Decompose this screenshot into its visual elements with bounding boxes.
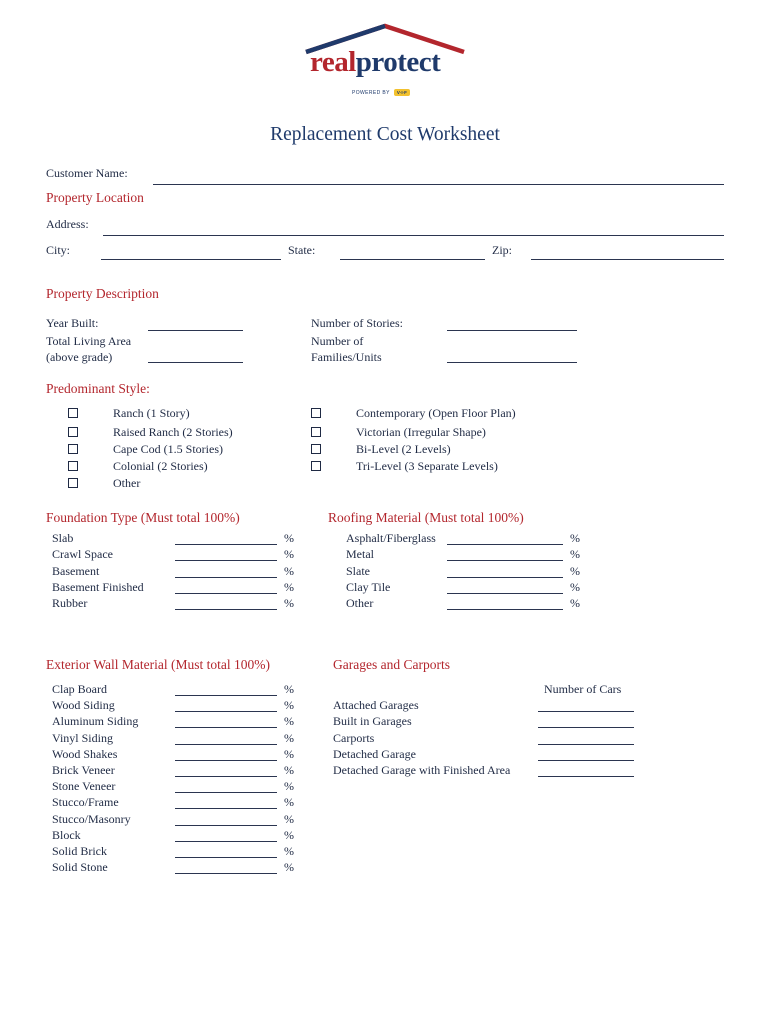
- garage-item-field[interactable]: [538, 727, 634, 728]
- roofing-item-label: Asphalt/Fiberglass: [346, 531, 436, 545]
- exterior-wall-item-label: Vinyl Siding: [52, 730, 113, 745]
- foundation-item-field[interactable]: [175, 544, 277, 545]
- property-location-heading: Property Location: [46, 190, 144, 205]
- state-field[interactable]: [340, 259, 485, 260]
- garage-item-label: Detached Garage: [333, 746, 416, 761]
- logo: [300, 22, 470, 96]
- style-checkbox-ranch[interactable]: [68, 408, 78, 418]
- exterior-wall-item-label: Block: [52, 827, 81, 842]
- families-label-line1: Number of: [311, 334, 364, 348]
- garage-item-label: Detached Garage with Finished Area: [333, 763, 511, 778]
- zip-field[interactable]: [531, 259, 724, 260]
- style-checkbox-other[interactable]: [68, 478, 78, 488]
- exterior-wall-item-label: Wood Shakes: [52, 746, 118, 761]
- exterior-wall-item-field[interactable]: [175, 808, 277, 809]
- exterior-wall-item-field[interactable]: [175, 744, 277, 745]
- logo-text-protect: protect: [355, 46, 441, 78]
- city-field[interactable]: [101, 259, 281, 260]
- exterior-wall-item-field[interactable]: [175, 711, 277, 712]
- exterior-wall-item-field[interactable]: [175, 873, 277, 874]
- garage-item-label: Attached Garages: [333, 698, 419, 712]
- stories-label: Number of Stories:: [311, 316, 403, 330]
- percent-sign: %: [284, 698, 294, 713]
- exterior-wall-item-label: Wood Siding: [52, 698, 115, 713]
- exterior-wall-item-label: Solid Stone: [52, 860, 108, 875]
- percent-sign: %: [284, 579, 294, 594]
- exterior-wall-item-label: Stucco/Masonry: [52, 811, 131, 826]
- style-option-label: Raised Ranch (2 Stories): [113, 425, 233, 439]
- foundation-item-label: Crawl Space: [52, 547, 113, 562]
- percent-sign: %: [570, 547, 580, 562]
- foundation-heading: Foundation Type (Must total 100%): [46, 510, 240, 525]
- percent-sign: %: [284, 779, 294, 794]
- percent-sign: %: [284, 531, 294, 545]
- foundation-item-label: Rubber: [52, 596, 88, 611]
- exterior-wall-item-field[interactable]: [175, 825, 277, 826]
- foundation-item-field[interactable]: [175, 577, 277, 578]
- property-description-heading: Property Description: [46, 286, 159, 301]
- style-option-label: Other: [113, 476, 141, 490]
- exterior-wall-item-field[interactable]: [175, 792, 277, 793]
- roofing-item-label: Other: [346, 596, 374, 611]
- percent-sign: %: [570, 579, 580, 594]
- exterior-wall-heading: Exterior Wall Material (Must total 100%): [46, 657, 270, 672]
- address-field[interactable]: [103, 235, 724, 236]
- percent-sign: %: [284, 563, 294, 578]
- powered-by-badge: V·I·F: [394, 89, 410, 96]
- customer-name-label: Customer Name:: [46, 166, 128, 180]
- zip-label: Zip:: [492, 243, 512, 257]
- predominant-style-heading: Predominant Style:: [46, 381, 150, 396]
- exterior-wall-item-field[interactable]: [175, 760, 277, 761]
- percent-sign: %: [284, 730, 294, 745]
- percent-sign: %: [570, 531, 580, 545]
- style-option-label: Tri-Level (3 Separate Levels): [356, 459, 498, 473]
- exterior-wall-item-label: Solid Brick: [52, 844, 108, 858]
- stories-field[interactable]: [447, 330, 577, 331]
- foundation-item-label: Basement: [52, 563, 100, 578]
- percent-sign: %: [284, 795, 294, 810]
- exterior-wall-item-field[interactable]: [175, 727, 277, 728]
- style-option-label: Cape Cod (1.5 Stories): [113, 442, 223, 456]
- exterior-wall-item-field[interactable]: [175, 841, 277, 842]
- living-area-field[interactable]: [148, 362, 243, 363]
- roofing-heading: Roofing Material (Must total 100%): [328, 510, 524, 525]
- style-option-label: Victorian (Irregular Shape): [356, 425, 486, 439]
- style-checkbox-cape-cod[interactable]: [68, 444, 78, 454]
- percent-sign: %: [284, 860, 294, 875]
- exterior-wall-item-label: Stone Veneer: [52, 779, 116, 794]
- roofing-item-field[interactable]: [447, 593, 563, 594]
- exterior-wall-item-field[interactable]: [175, 857, 277, 858]
- style-checkbox-tri-level[interactable]: [311, 461, 321, 471]
- roofing-item-label: Clay Tile: [346, 579, 391, 594]
- percent-sign: %: [284, 811, 294, 826]
- living-area-label-line1: Total Living Area: [46, 334, 132, 348]
- roofing-item-field[interactable]: [447, 560, 563, 561]
- foundation-item-label: Basement Finished: [52, 579, 144, 594]
- powered-by-text: POWERED BY: [352, 90, 390, 96]
- roofing-item-label: Metal: [346, 547, 374, 562]
- address-label: Address:: [46, 217, 89, 231]
- style-checkbox-contemporary[interactable]: [311, 408, 321, 418]
- percent-sign: %: [284, 844, 294, 858]
- percent-sign: %: [284, 746, 294, 761]
- percent-sign: %: [284, 596, 294, 611]
- foundation-item-label: Slab: [52, 531, 74, 545]
- percent-sign: %: [284, 547, 294, 562]
- style-option-label: Contemporary (Open Floor Plan): [356, 406, 516, 420]
- families-label-line2: Families/Units: [311, 350, 382, 364]
- garage-item-label: Built in Garages: [333, 714, 412, 729]
- roofing-item-field[interactable]: [447, 577, 563, 578]
- garage-item-label: Carports: [333, 730, 375, 745]
- exterior-wall-item-field[interactable]: [175, 695, 277, 696]
- roofing-item-field[interactable]: [447, 609, 563, 610]
- percent-sign: %: [284, 827, 294, 842]
- foundation-item-field[interactable]: [175, 593, 277, 594]
- percent-sign: %: [284, 682, 294, 696]
- style-option-label: Colonial (2 Stories): [113, 459, 208, 473]
- foundation-item-field[interactable]: [175, 560, 277, 561]
- foundation-item-field[interactable]: [175, 609, 277, 610]
- style-checkbox-victorian[interactable]: [311, 427, 321, 437]
- style-checkbox-raised-ranch[interactable]: [68, 427, 78, 437]
- percent-sign: %: [284, 714, 294, 729]
- city-label: City:: [46, 243, 71, 257]
- style-checkbox-colonial[interactable]: [68, 461, 78, 471]
- logo-text-real: real: [310, 46, 356, 78]
- exterior-wall-item-label: Clap Board: [52, 682, 107, 696]
- percent-sign: %: [570, 596, 580, 611]
- state-label: State:: [288, 243, 316, 257]
- year-built-label: Year Built:: [46, 316, 99, 330]
- garage-item-field[interactable]: [538, 760, 634, 761]
- style-checkbox-bi-level[interactable]: [311, 444, 321, 454]
- style-option-label: Ranch (1 Story): [113, 406, 190, 420]
- garage-item-field[interactable]: [538, 711, 634, 712]
- style-option-label: Bi-Level (2 Levels): [356, 442, 451, 456]
- percent-sign: %: [570, 563, 580, 578]
- garages-heading: Garages and Carports: [333, 657, 450, 672]
- garage-item-field[interactable]: [538, 744, 634, 745]
- families-field[interactable]: [447, 362, 577, 363]
- exterior-wall-item-label: Brick Veneer: [52, 763, 115, 777]
- number-of-cars-label: Number of Cars: [544, 682, 622, 696]
- year-built-field[interactable]: [148, 330, 243, 331]
- percent-sign: %: [284, 763, 294, 777]
- garage-item-field[interactable]: [538, 776, 634, 777]
- customer-name-field[interactable]: [153, 184, 724, 185]
- exterior-wall-item-label: Aluminum Siding: [52, 714, 139, 729]
- roofing-item-field[interactable]: [447, 544, 563, 545]
- exterior-wall-item-field[interactable]: [175, 776, 277, 777]
- page-title: Replacement Cost Worksheet: [270, 124, 500, 145]
- exterior-wall-item-label: Stucco/Frame: [52, 795, 119, 810]
- living-area-label-line2: (above grade): [46, 350, 113, 364]
- roofing-item-label: Slate: [346, 563, 370, 578]
